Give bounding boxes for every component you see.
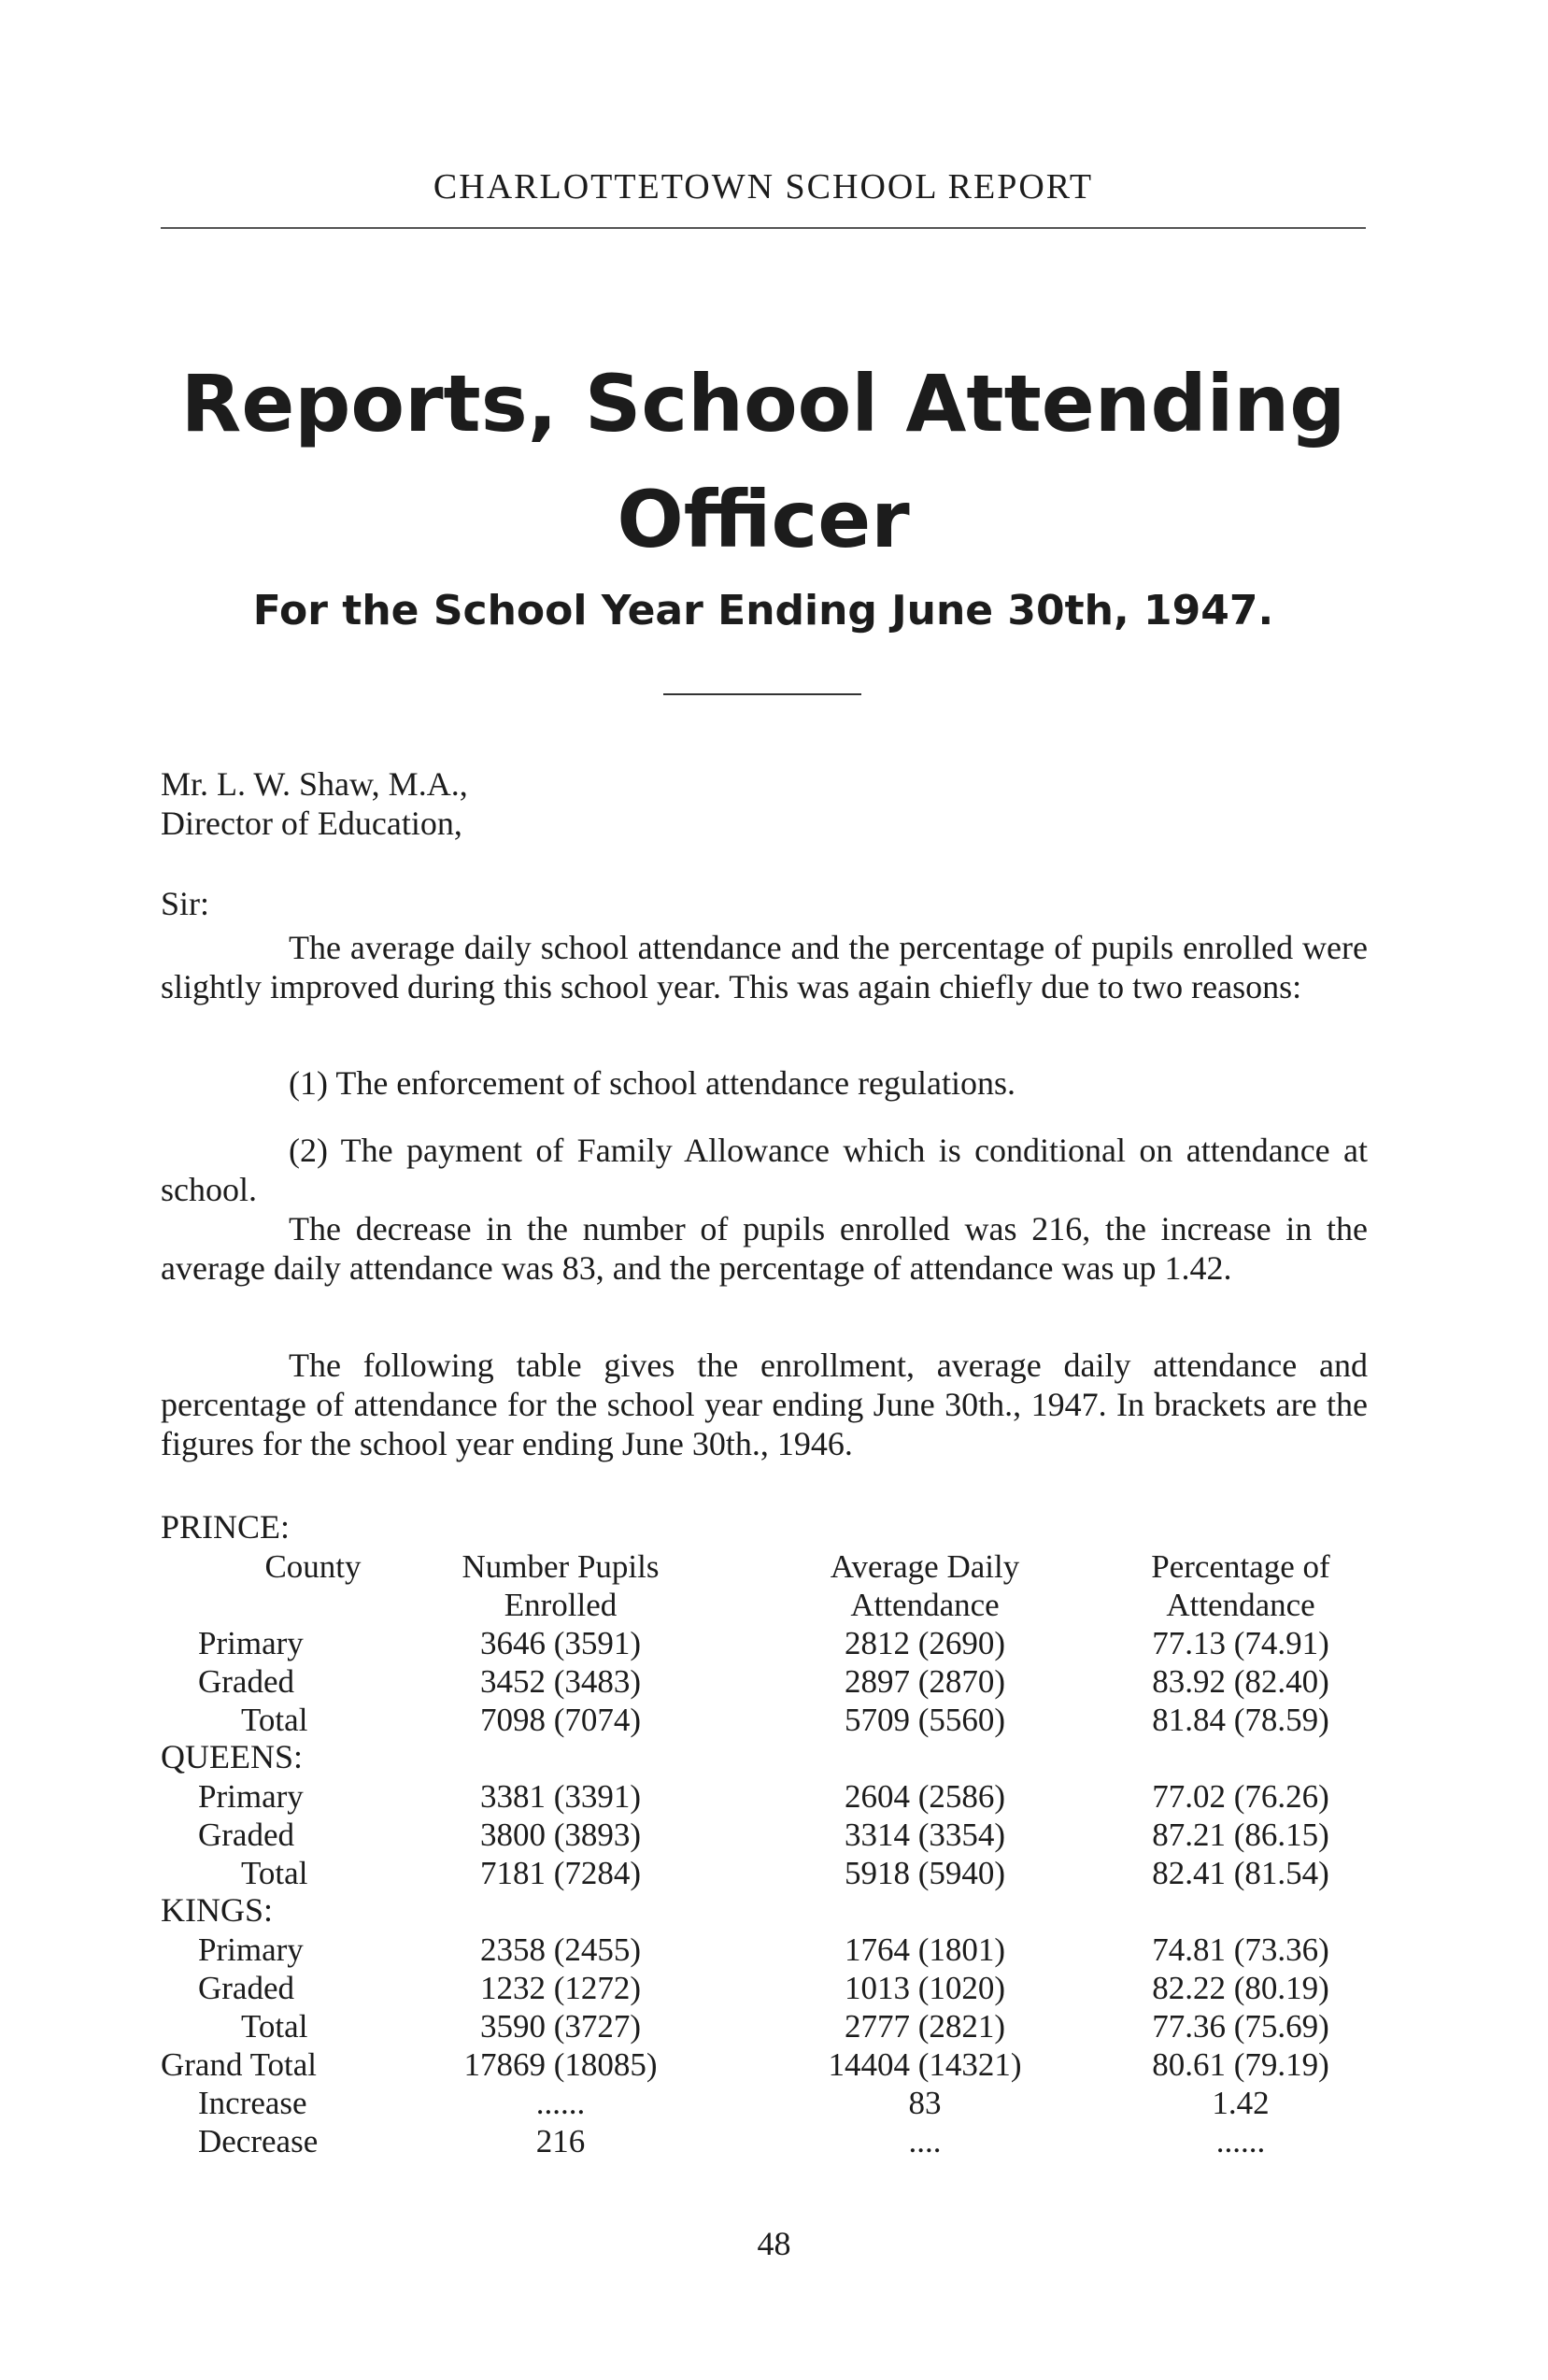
reason-two: (2) The payment of Family Allowance which is conditional on attendance at school. — [161, 1132, 1368, 1208]
header-percentage-line2: Attendance — [1166, 1587, 1315, 1623]
percentage-value: 77.02 (76.26) — [1152, 1778, 1329, 1815]
attendance-value: 14404 (14321) — [828, 2046, 1022, 2083]
row-label: Primary — [198, 1625, 304, 1661]
percentage-value: 1.42 — [1212, 2085, 1270, 2121]
enrolled-value: 17869 (18085) — [463, 2046, 658, 2083]
addressee-name: Mr. L. W. Shaw, M.A., — [161, 765, 468, 803]
row-label: Total — [241, 1855, 308, 1891]
page-title — [161, 346, 1366, 577]
title-line-1: Reports, School Attending — [180, 358, 1346, 449]
header-county: County — [264, 1548, 362, 1585]
percentage-value: 83.92 (82.40) — [1152, 1663, 1329, 1700]
attendance-value: 3314 (3354) — [844, 1817, 1006, 1853]
enrolled-value: 2358 (2455) — [479, 1931, 642, 1968]
attendance-value: 83 — [908, 2085, 942, 2121]
attendance-value: 5918 (5940) — [844, 1855, 1006, 1891]
row-label: Graded — [198, 1663, 295, 1700]
page-subtitle: For the School Year Ending June 30th, 1947. — [252, 587, 1274, 634]
table-row — [0, 1969, 1548, 2007]
row-label: Graded — [198, 1970, 295, 2006]
header-rule — [161, 227, 1366, 229]
paragraph-table-intro: The following table gives the enrollment, average daily attendance and percentage of attendance for the school year ending June 30th., 1947. In brackets are the figures for the school year ending June 30th., 1946. — [161, 1347, 1368, 1462]
attendance-value: .... — [908, 2123, 942, 2159]
row-label: Decrease — [198, 2123, 319, 2159]
percentage-value: 80.61 (79.19) — [1152, 2046, 1329, 2083]
percentage-value: ...... — [1215, 2123, 1266, 2159]
header-enrolled-line2: Enrolled — [504, 1587, 618, 1623]
attendance-value: 5709 (5560) — [844, 1702, 1006, 1738]
attendance-value: 1013 (1020) — [844, 1970, 1006, 2006]
enrolled-value: 3381 (3391) — [479, 1778, 642, 1815]
enrolled-value: ...... — [535, 2085, 586, 2121]
table-row — [0, 1931, 1548, 1969]
addressee-title: Director of Education, — [161, 805, 462, 842]
enrolled-value: 3590 (3727) — [479, 2008, 642, 2045]
percentage-value: 82.22 (80.19) — [1152, 1970, 1329, 2006]
header-attendance-line2: Attendance — [850, 1587, 1000, 1623]
table-row — [0, 1777, 1548, 1816]
row-label: Total — [241, 2008, 308, 2045]
paragraph-summary: The decrease in the number of pupils enrolled was 216, the increase in the average daily attendance was 83, and the percentage of attendance was up 1.42. — [161, 1210, 1368, 1287]
running-head: CHARLOTTETOWN SCHOOL REPORT — [433, 167, 1094, 207]
attendance-value: 2812 (2690) — [844, 1625, 1006, 1661]
header-percentage-line1: Percentage of — [1151, 1548, 1330, 1585]
percentage-value: 82.41 (81.54) — [1152, 1855, 1329, 1891]
attendance-value: 1764 (1801) — [844, 1931, 1006, 1968]
table-row — [0, 1624, 1548, 1662]
enrolled-value: 1232 (1272) — [479, 1970, 642, 2006]
row-label: Graded — [198, 1817, 295, 1853]
enrolled-value: 216 — [535, 2123, 586, 2159]
county-queens: QUEENS: — [161, 1738, 303, 1775]
enrolled-value: 7098 (7074) — [479, 1702, 642, 1738]
table-row — [0, 1662, 1548, 1701]
row-label: Primary — [198, 1778, 304, 1815]
county-prince: PRINCE: — [161, 1508, 291, 1546]
salutation: Sir: — [161, 885, 210, 922]
county-kings: KINGS: — [161, 1891, 274, 1929]
header-attendance-line1: Average Daily — [830, 1548, 1020, 1585]
title-divider — [663, 693, 861, 695]
row-label: Total — [241, 1702, 308, 1738]
table-row — [0, 2122, 1548, 2160]
row-label: Increase — [198, 2085, 307, 2121]
enrolled-value: 3452 (3483) — [479, 1663, 642, 1700]
table-row — [0, 2084, 1548, 2122]
percentage-value: 77.36 (75.69) — [1152, 2008, 1329, 2045]
attendance-value: 2777 (2821) — [844, 2008, 1006, 2045]
enrolled-value: 7181 (7284) — [479, 1855, 642, 1891]
percentage-value: 77.13 (74.91) — [1152, 1625, 1329, 1661]
attendance-value: 2604 (2586) — [844, 1778, 1006, 1815]
row-label: Grand Total — [161, 2046, 318, 2083]
row-label: Primary — [198, 1931, 304, 1968]
percentage-value: 87.21 (86.15) — [1152, 1817, 1329, 1853]
enrolled-value: 3646 (3591) — [479, 1625, 642, 1661]
page-number: 48 — [757, 2225, 791, 2262]
attendance-value: 2897 (2870) — [844, 1663, 1006, 1700]
paragraph-intro: The average daily school attendance and the percentage of pupils enrolled were slightly improved during this school year. This was again chiefly due to two reasons: — [161, 929, 1368, 1005]
table-row — [0, 2007, 1548, 2045]
percentage-value: 81.84 (78.59) — [1152, 1702, 1329, 1738]
enrolled-value: 3800 (3893) — [479, 1817, 642, 1853]
table-row — [0, 1701, 1548, 1739]
table-row — [0, 1854, 1548, 1892]
title-line-2: Officer — [617, 474, 910, 565]
table-row — [0, 2045, 1548, 2084]
percentage-value: 74.81 (73.36) — [1152, 1931, 1329, 1968]
reason-one: (1) The enforcement of school attendance regulations. — [289, 1064, 1016, 1102]
header-enrolled-line1: Number Pupils — [462, 1548, 660, 1585]
table-row — [0, 1816, 1548, 1854]
